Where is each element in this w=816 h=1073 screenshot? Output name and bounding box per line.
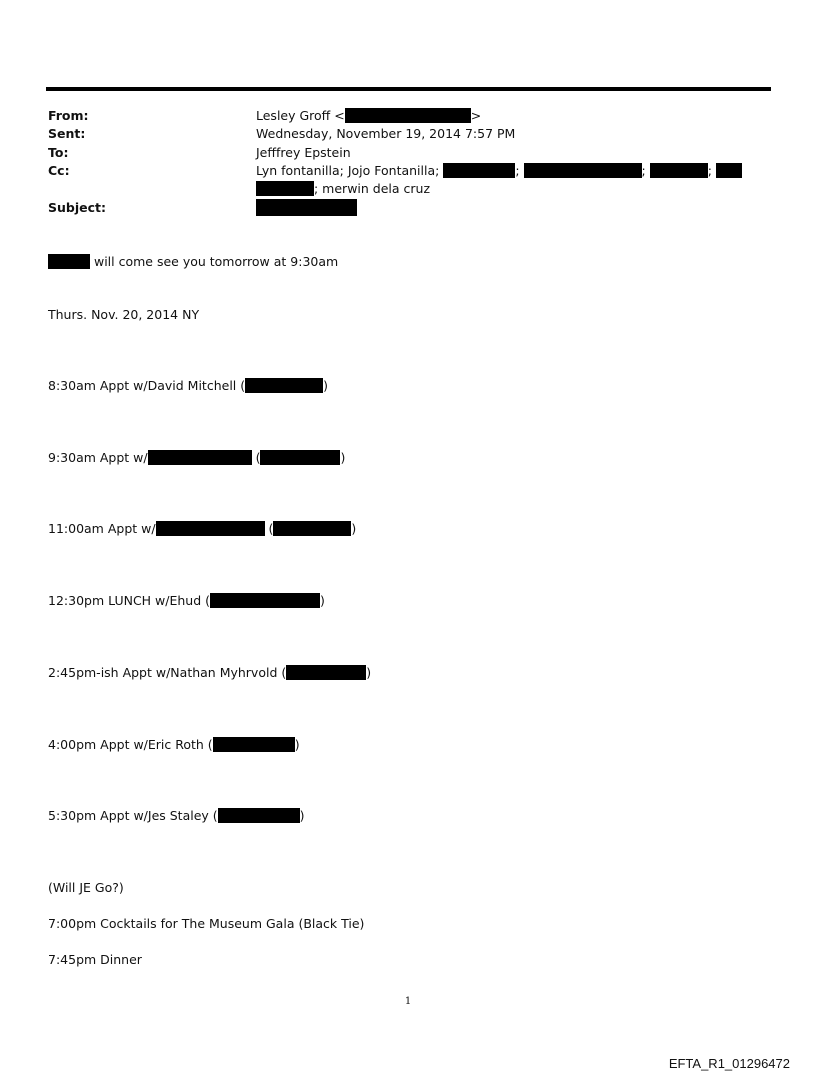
redaction <box>524 163 642 178</box>
paren: ) <box>340 450 346 465</box>
appointment-text: 11:00am Appt w/ <box>48 521 156 536</box>
appointment-text: 8:30am Appt w/David Mitchell ( <box>48 378 246 393</box>
redaction <box>260 450 340 465</box>
redaction <box>210 593 320 608</box>
will-je-go: (Will JE Go?) <box>48 880 124 895</box>
appointment-line <box>48 737 300 753</box>
appointment-line <box>48 450 345 466</box>
paren: ) <box>351 521 357 536</box>
appointment-text: 9:30am Appt w/ <box>48 450 148 465</box>
redaction <box>345 108 471 123</box>
redaction <box>156 521 265 536</box>
cc-tail: ; merwin dela cruz <box>314 181 431 196</box>
from-name: Lesley Groff < <box>256 108 345 123</box>
cc-sep: ; <box>641 163 646 178</box>
sent-value: Wednesday, November 19, 2014 7:57 PM <box>256 126 516 141</box>
cc-names: Lyn fontanilla; Jojo Fontanilla; <box>256 163 440 178</box>
redaction <box>650 163 708 178</box>
redaction <box>256 199 357 216</box>
cc-sep: ; <box>707 163 712 178</box>
paren: ( <box>264 521 274 536</box>
appointment-line <box>48 665 371 681</box>
sent-label: Sent: <box>48 126 86 141</box>
cc-sep: ; <box>515 163 520 178</box>
appointment-text: 4:00pm Appt w/Eric Roth ( <box>48 737 213 752</box>
redaction <box>245 378 323 393</box>
paren: ) <box>320 593 325 608</box>
cocktails-line: 7:00pm Cocktails for The Museum Gala (Black Tie) <box>48 916 365 931</box>
redaction <box>218 808 300 823</box>
dinner-line: 7:45pm Dinner <box>48 952 142 967</box>
redaction <box>273 521 351 536</box>
paren: ( <box>251 450 261 465</box>
appointment-line <box>48 593 325 609</box>
date-line: Thurs. Nov. 20, 2014 NY <box>48 307 200 322</box>
header-rule <box>46 87 771 91</box>
to-label: To: <box>48 145 69 160</box>
to-value: Jefffrey Epstein <box>256 145 351 160</box>
redaction <box>148 450 252 465</box>
paren: ) <box>323 378 329 393</box>
appointment-text: 12:30pm LUNCH w/Ehud ( <box>48 593 211 608</box>
redaction <box>286 665 366 680</box>
cc-value-line2 <box>256 181 430 197</box>
redaction <box>48 254 90 269</box>
paren: ) <box>366 665 372 680</box>
subject-label: Subject: <box>48 200 106 215</box>
cc-value-line1 <box>256 163 742 179</box>
from-label: From: <box>48 108 89 123</box>
intro-text: will come see you tomorrow at 9:30am <box>90 254 339 269</box>
intro-line <box>48 254 338 270</box>
redaction <box>213 737 295 752</box>
from-value <box>256 108 481 124</box>
appointment-line <box>48 378 328 394</box>
subject-value <box>256 199 357 217</box>
paren: ) <box>299 808 305 823</box>
redaction <box>256 181 314 196</box>
document-id: EFTA_R1_01296472 <box>668 1056 790 1071</box>
redaction <box>443 163 515 178</box>
appointment-line <box>48 521 356 537</box>
cc-label: Cc: <box>48 163 70 178</box>
appointment-line <box>48 808 305 824</box>
redaction <box>716 163 742 178</box>
page-number: 1 <box>404 996 412 1007</box>
from-close: > <box>470 108 482 123</box>
appointment-text: 2:45pm-ish Appt w/Nathan Myhrvold ( <box>48 665 287 680</box>
paren: ) <box>294 737 300 752</box>
appointment-text: 5:30pm Appt w/Jes Staley ( <box>48 808 218 823</box>
